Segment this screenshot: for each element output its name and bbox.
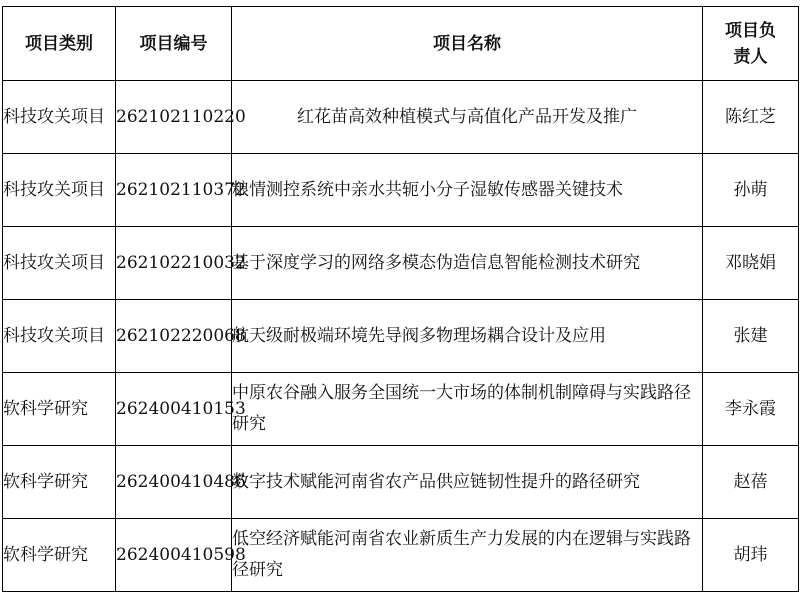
header-leader: 项目负责人 (725, 20, 776, 67)
header-category: 项目类别 (3, 7, 116, 81)
table-row (3, 154, 799, 227)
cell-leader: 张建 (703, 300, 799, 373)
cell-leader: 陈红芝 (703, 81, 799, 154)
table-row (3, 373, 799, 446)
cell-category: 科技攻关项目 (3, 154, 116, 227)
cell-leader: 胡玮 (703, 519, 799, 592)
cell-name: 中原农谷融入服务全国统一大市场的体制机制障碍与实践路径研究 (232, 373, 703, 446)
cell-category: 软科学研究 (3, 373, 116, 446)
header-name: 项目名称 (232, 7, 703, 81)
cell-code: 262102110220 (116, 81, 232, 154)
project-table (2, 6, 799, 592)
cell-name: 航天级耐极端环境先导阀多物理场耦合设计及应用 (232, 300, 703, 373)
cell-code: 262102210032 (116, 227, 232, 300)
cell-category: 软科学研究 (3, 446, 116, 519)
cell-leader: 赵蓓 (703, 446, 799, 519)
cell-code: 262400410598 (116, 519, 232, 592)
cell-leader: 邓晓娟 (703, 227, 799, 300)
cell-code: 262102110372 (116, 154, 232, 227)
cell-name: 红花苗高效种植模式与高值化产品开发及推广 (232, 81, 703, 154)
cell-leader: 孙萌 (703, 154, 799, 227)
header-code: 项目编号 (116, 7, 232, 81)
table-row (3, 519, 799, 592)
header-leader-cell (703, 7, 799, 81)
cell-code: 262400410153 (116, 373, 232, 446)
cell-name: 低空经济赋能河南省农业新质生产力发展的内在逻辑与实践路径研究 (232, 519, 703, 592)
cell-category: 科技攻关项目 (3, 227, 116, 300)
table-row (3, 446, 799, 519)
cell-code: 262102220068 (116, 300, 232, 373)
cell-category: 科技攻关项目 (3, 300, 116, 373)
cell-leader: 李永霞 (703, 373, 799, 446)
cell-name: 数字技术赋能河南省农产品供应链韧性提升的路径研究 (232, 446, 703, 519)
table-row (3, 227, 799, 300)
table-row (3, 81, 799, 154)
cell-category: 科技攻关项目 (3, 81, 116, 154)
cell-category: 软科学研究 (3, 519, 116, 592)
cell-name: 基于深度学习的网络多模态伪造信息智能检测技术研究 (232, 227, 703, 300)
cell-name: 粮情测控系统中亲水共轭小分子湿敏传感器关键技术 (232, 154, 703, 227)
table-header-row (3, 7, 799, 81)
cell-code: 262400410486 (116, 446, 232, 519)
table-row (3, 300, 799, 373)
